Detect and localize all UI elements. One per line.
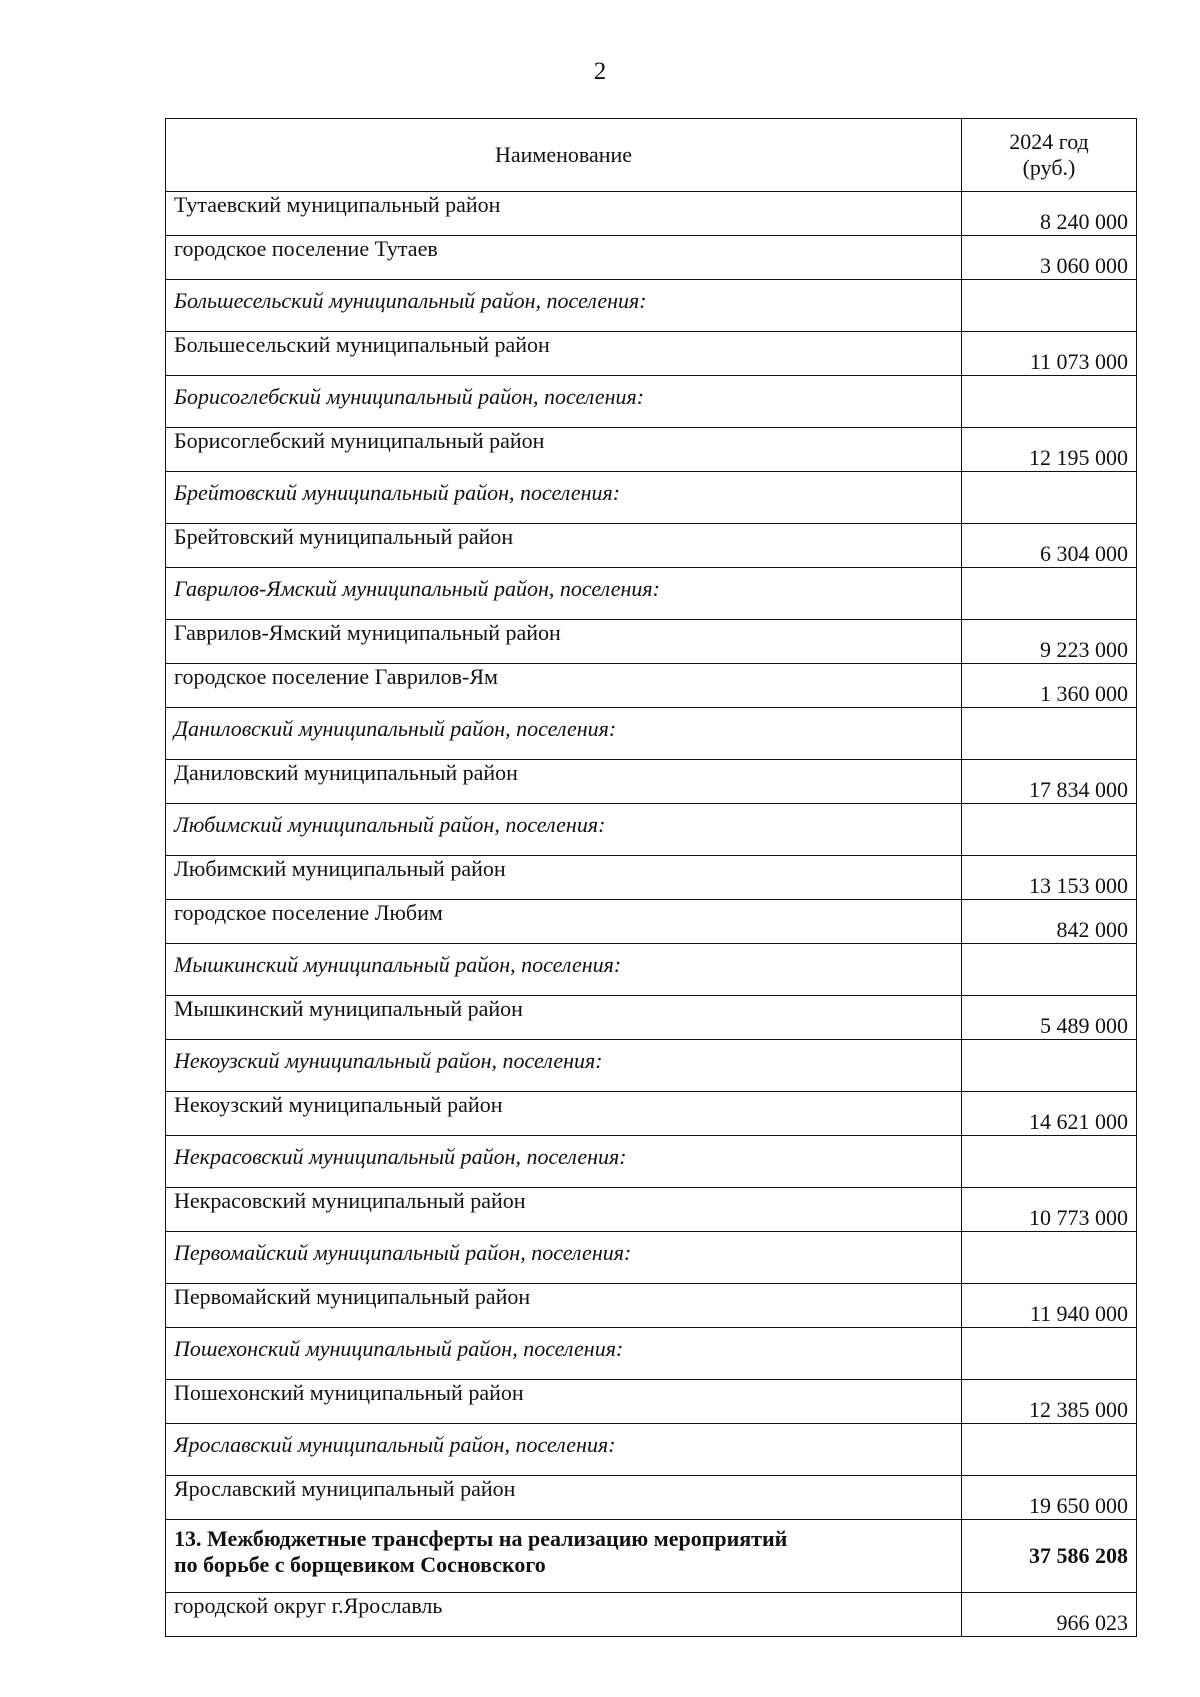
table-header-row xyxy=(166,119,1137,192)
row-name: Большесельский муниципальный район xyxy=(166,332,962,376)
row-name: Некоузский муниципальный район xyxy=(166,1092,962,1136)
table-row xyxy=(166,236,1137,280)
row-value xyxy=(962,620,1137,664)
group-heading-label: Мышкинский муниципальный район, поселения: xyxy=(166,944,962,996)
table-body xyxy=(166,192,1137,1637)
group-heading-label: Любимский муниципальный район, поселения: xyxy=(166,804,962,856)
table-row xyxy=(166,900,1137,944)
row-value-text: 12 385 000 xyxy=(1029,1397,1128,1422)
row-value-text: 5 489 000 xyxy=(1040,1013,1128,1038)
row-value xyxy=(962,1188,1137,1232)
table-row xyxy=(166,664,1137,708)
row-value-text: 11 940 000 xyxy=(1029,1301,1128,1326)
row-name: городское поселение Любим xyxy=(166,900,962,944)
group-heading-label: Пошехонский муниципальный район, поселения: xyxy=(166,1328,962,1380)
row-name: городской округ г.Ярославль xyxy=(166,1593,962,1637)
row-value xyxy=(962,236,1137,280)
group-heading-row xyxy=(166,1328,1137,1380)
row-value xyxy=(962,376,1137,428)
transfers-table xyxy=(165,118,1137,1637)
table-row xyxy=(166,1188,1137,1232)
row-value xyxy=(962,944,1137,996)
page-number: 2 xyxy=(593,58,607,85)
row-name: Борисоглебский муниципальный район xyxy=(166,428,962,472)
table-row xyxy=(166,620,1137,664)
group-heading-row xyxy=(166,804,1137,856)
row-value-text: 1 360 000 xyxy=(1040,681,1128,706)
row-value xyxy=(962,760,1137,804)
row-value-text: 19 650 000 xyxy=(1029,1493,1128,1518)
row-value-text: 3 060 000 xyxy=(1040,253,1128,278)
header-name: Наименование xyxy=(166,119,962,192)
table-row xyxy=(166,996,1137,1040)
row-name: Первомайский муниципальный район xyxy=(166,1284,962,1328)
group-heading-row xyxy=(166,1232,1137,1284)
table-row xyxy=(166,332,1137,376)
header-year xyxy=(962,119,1137,192)
row-value-text: 6 304 000 xyxy=(1040,541,1128,566)
row-value-text: 12 195 000 xyxy=(1029,445,1128,470)
row-value xyxy=(962,1476,1137,1520)
row-value xyxy=(962,1040,1137,1092)
table-row xyxy=(166,856,1137,900)
row-value xyxy=(962,1232,1137,1284)
row-value-text: 17 834 000 xyxy=(1029,777,1128,802)
group-heading-row xyxy=(166,472,1137,524)
row-name: Любимский муниципальный район xyxy=(166,856,962,900)
row-value xyxy=(962,996,1137,1040)
row-value xyxy=(962,1284,1137,1328)
group-heading-row xyxy=(166,1424,1137,1476)
table-row xyxy=(166,192,1137,236)
group-heading-row xyxy=(166,376,1137,428)
table-row xyxy=(166,1092,1137,1136)
header-year-line1: 2024 год xyxy=(1009,129,1089,154)
table-row xyxy=(166,1284,1137,1328)
table-row xyxy=(166,1476,1137,1520)
table-row xyxy=(166,1380,1137,1424)
row-value xyxy=(962,1424,1137,1476)
row-value-text: 966 023 xyxy=(1056,1610,1128,1635)
section-title-line2: по борьбе с борщевиком Сосновского xyxy=(174,1552,546,1577)
row-value-text: 10 773 000 xyxy=(1029,1205,1128,1230)
row-name: городское поселение Тутаев xyxy=(166,236,962,280)
header-year-line2: (руб.) xyxy=(1022,155,1076,180)
row-value-text: 14 621 000 xyxy=(1029,1109,1128,1134)
row-value xyxy=(962,856,1137,900)
row-value xyxy=(962,900,1137,944)
row-value xyxy=(962,280,1137,332)
table-row xyxy=(166,760,1137,804)
section-total xyxy=(962,1520,1137,1593)
group-heading-label: Даниловский муниципальный район, поселения: xyxy=(166,708,962,760)
row-name: Гаврилов-Ямский муниципальный район xyxy=(166,620,962,664)
table-row xyxy=(166,428,1137,472)
group-heading-row xyxy=(166,708,1137,760)
section-title-line1: 13. Межбюджетные трансферты на реализацию мероприятий xyxy=(174,1526,788,1551)
group-heading-row xyxy=(166,568,1137,620)
row-value xyxy=(962,1328,1137,1380)
row-value xyxy=(962,472,1137,524)
group-heading-label: Ярославский муниципальный район, поселения: xyxy=(166,1424,962,1476)
group-heading-label: Некрасовский муниципальный район, поселения: xyxy=(166,1136,962,1188)
group-heading-label: Первомайский муниципальный район, поселения: xyxy=(166,1232,962,1284)
row-value xyxy=(962,1380,1137,1424)
row-name: Даниловский муниципальный район xyxy=(166,760,962,804)
row-value xyxy=(962,428,1137,472)
row-value xyxy=(962,664,1137,708)
row-name: городское поселение Гаврилов-Ям xyxy=(166,664,962,708)
row-name: Брейтовский муниципальный район xyxy=(166,524,962,568)
group-heading-row xyxy=(166,280,1137,332)
row-value xyxy=(962,332,1137,376)
group-heading-label: Брейтовский муниципальный район, поселения: xyxy=(166,472,962,524)
row-value-text: 13 153 000 xyxy=(1029,873,1128,898)
section-total-text: 37 586 208 xyxy=(1029,1543,1128,1568)
section-title xyxy=(166,1520,962,1593)
group-heading-label: Большесельский муниципальный район, поселения: xyxy=(166,280,962,332)
row-name: Мышкинский муниципальный район xyxy=(166,996,962,1040)
table-row xyxy=(166,1593,1137,1637)
row-value-text: 9 223 000 xyxy=(1040,637,1128,662)
table-row xyxy=(166,524,1137,568)
row-value xyxy=(962,1593,1137,1637)
group-heading-row xyxy=(166,944,1137,996)
group-heading-label: Борисоглебский муниципальный район, поселения: xyxy=(166,376,962,428)
group-heading-label: Некоузский муниципальный район, поселения: xyxy=(166,1040,962,1092)
row-name: Ярославский муниципальный район xyxy=(166,1476,962,1520)
section-row xyxy=(166,1520,1137,1593)
group-heading-row xyxy=(166,1040,1137,1092)
row-value xyxy=(962,1136,1137,1188)
row-value xyxy=(962,568,1137,620)
row-value-text: 11 073 000 xyxy=(1029,349,1128,374)
row-value xyxy=(962,524,1137,568)
group-heading-row xyxy=(166,1136,1137,1188)
row-value xyxy=(962,1092,1137,1136)
row-value-text: 842 000 xyxy=(1056,917,1128,942)
row-value-text: 8 240 000 xyxy=(1040,209,1128,234)
group-heading-label: Гаврилов-Ямский муниципальный район, поселения: xyxy=(166,568,962,620)
row-name: Некрасовский муниципальный район xyxy=(166,1188,962,1232)
row-value xyxy=(962,708,1137,760)
row-name: Тутаевский муниципальный район xyxy=(166,192,962,236)
row-value xyxy=(962,192,1137,236)
row-name: Пошехонский муниципальный район xyxy=(166,1380,962,1424)
row-value xyxy=(962,804,1137,856)
